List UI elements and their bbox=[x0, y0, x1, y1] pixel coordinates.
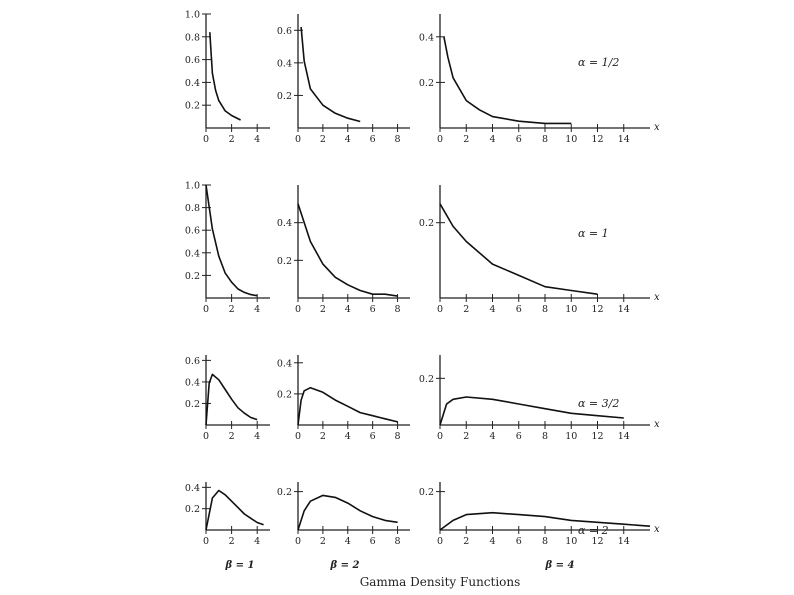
panel-a1.5-b2 bbox=[277, 355, 410, 442]
x-tick-label: 8 bbox=[541, 431, 549, 442]
x-tick-label: 10 bbox=[565, 134, 578, 145]
density-curve bbox=[444, 37, 571, 124]
y-tick-label: 0.6 bbox=[184, 355, 200, 367]
density-curve bbox=[210, 32, 241, 120]
x-tick-label: 4 bbox=[344, 304, 351, 315]
y-tick-label: 0.4 bbox=[184, 377, 200, 389]
x-tick-label: 8 bbox=[394, 536, 401, 547]
figure-caption: Gamma Density Functions bbox=[359, 575, 521, 589]
panel-a0.5-b2 bbox=[277, 14, 410, 145]
panel-a1-b4 bbox=[419, 185, 660, 315]
x-tick-label: 2 bbox=[463, 431, 470, 442]
x-tick-label: 4 bbox=[254, 536, 261, 547]
x-tick-label: 0 bbox=[436, 536, 444, 547]
panel-a1-b1 bbox=[185, 181, 270, 316]
x-tick-label: 0 bbox=[202, 536, 210, 547]
beta-label: β = 1 bbox=[225, 560, 255, 571]
x-tick-label: 8 bbox=[541, 536, 549, 547]
x-tick-label: 6 bbox=[369, 431, 376, 442]
x-tick-label: 6 bbox=[515, 536, 522, 547]
y-tick-label: 0.4 bbox=[418, 32, 434, 44]
x-tick-label: 12 bbox=[591, 134, 604, 145]
x-variable-label: x bbox=[654, 292, 660, 303]
y-tick-label: 0.2 bbox=[184, 270, 200, 282]
x-tick-label: 0 bbox=[294, 134, 302, 145]
y-tick-label: 0.2 bbox=[418, 77, 434, 89]
x-tick-label: 6 bbox=[515, 134, 522, 145]
panels-group bbox=[185, 10, 660, 548]
panel-a2-b4 bbox=[419, 482, 660, 547]
x-tick-label: 2 bbox=[463, 536, 470, 547]
x-tick-label: 14 bbox=[617, 536, 630, 547]
x-tick-label: 0 bbox=[436, 134, 444, 145]
panel-a1.5-b1 bbox=[185, 355, 270, 442]
x-tick-label: 4 bbox=[254, 431, 261, 442]
y-tick-label: 0.4 bbox=[276, 218, 292, 230]
x-variable-label: x bbox=[654, 419, 660, 430]
x-tick-label: 10 bbox=[565, 536, 578, 547]
x-tick-label: 0 bbox=[294, 536, 302, 547]
x-tick-label: 2 bbox=[463, 304, 470, 315]
x-variable-label: x bbox=[654, 524, 660, 535]
y-tick-label: 0.6 bbox=[276, 25, 292, 37]
x-tick-label: 8 bbox=[394, 304, 401, 315]
x-tick-label: 0 bbox=[436, 304, 444, 315]
x-tick-label: 2 bbox=[319, 134, 326, 145]
x-tick-label: 4 bbox=[344, 536, 351, 547]
y-tick-label: 0.4 bbox=[184, 77, 200, 89]
x-tick-label: 6 bbox=[515, 431, 522, 442]
x-tick-label: 12 bbox=[591, 431, 604, 442]
x-tick-label: 2 bbox=[319, 431, 326, 442]
beta-label: β = 4 bbox=[545, 560, 575, 571]
x-tick-label: 0 bbox=[294, 304, 302, 315]
x-tick-label: 6 bbox=[515, 304, 522, 315]
y-tick-label: 0.2 bbox=[184, 504, 200, 516]
y-tick-label: 0.2 bbox=[276, 487, 292, 499]
x-tick-label: 4 bbox=[489, 304, 496, 315]
x-tick-label: 0 bbox=[202, 431, 210, 442]
y-tick-label: 0.2 bbox=[276, 255, 292, 267]
y-tick-label: 0.2 bbox=[418, 218, 434, 230]
x-tick-label: 2 bbox=[228, 536, 235, 547]
x-tick-label: 14 bbox=[617, 304, 630, 315]
density-curve bbox=[440, 204, 598, 294]
x-tick-label: 2 bbox=[228, 304, 235, 315]
panel-a0.5-b4 bbox=[419, 14, 660, 145]
x-tick-label: 8 bbox=[541, 134, 549, 145]
x-tick-label: 4 bbox=[489, 536, 496, 547]
density-curve bbox=[206, 491, 264, 531]
x-tick-label: 8 bbox=[541, 304, 549, 315]
x-variable-label: x bbox=[654, 122, 660, 133]
x-tick-label: 4 bbox=[489, 134, 496, 145]
x-tick-label: 2 bbox=[228, 431, 235, 442]
y-tick-label: 0.4 bbox=[184, 248, 200, 260]
x-tick-label: 2 bbox=[463, 134, 470, 145]
x-tick-label: 12 bbox=[591, 304, 604, 315]
alpha-label: α = 1/2 bbox=[578, 56, 620, 69]
y-tick-label: 1.0 bbox=[184, 180, 200, 192]
y-tick-label: 0.2 bbox=[418, 373, 434, 385]
x-tick-label: 14 bbox=[617, 134, 630, 145]
y-tick-label: 0.2 bbox=[184, 398, 200, 410]
y-tick-label: 0.2 bbox=[418, 487, 434, 499]
x-tick-label: 4 bbox=[254, 134, 261, 145]
density-curve bbox=[206, 185, 257, 296]
x-tick-label: 0 bbox=[436, 431, 444, 442]
x-tick-label: 2 bbox=[319, 304, 326, 315]
y-tick-label: 0.6 bbox=[184, 55, 200, 67]
x-tick-label: 10 bbox=[565, 431, 578, 442]
x-tick-label: 4 bbox=[344, 431, 351, 442]
y-tick-label: 0.4 bbox=[276, 358, 292, 370]
y-tick-label: 0.2 bbox=[184, 100, 200, 112]
x-tick-label: 2 bbox=[228, 134, 235, 145]
density-curve bbox=[301, 27, 360, 122]
y-tick-label: 0.2 bbox=[276, 389, 292, 401]
y-tick-label: 0.6 bbox=[184, 225, 200, 237]
alpha-label: α = 2 bbox=[578, 524, 609, 537]
x-tick-label: 0 bbox=[294, 431, 302, 442]
panel-a2-b1 bbox=[185, 482, 270, 547]
x-tick-label: 6 bbox=[369, 134, 376, 145]
alpha-label: α = 3/2 bbox=[578, 397, 620, 410]
x-tick-label: 14 bbox=[617, 431, 630, 442]
x-tick-label: 12 bbox=[591, 536, 604, 547]
panel-a2-b2 bbox=[277, 482, 410, 547]
y-tick-label: 0.4 bbox=[184, 482, 200, 494]
y-tick-label: 0.2 bbox=[276, 90, 292, 102]
density-curve bbox=[206, 374, 257, 425]
density-curve bbox=[298, 495, 398, 530]
x-tick-label: 0 bbox=[202, 304, 210, 315]
x-tick-label: 4 bbox=[489, 431, 496, 442]
y-tick-label: 0.8 bbox=[184, 32, 200, 44]
x-tick-label: 8 bbox=[394, 134, 401, 145]
panel-a0.5-b1 bbox=[185, 10, 270, 146]
x-tick-label: 2 bbox=[319, 536, 326, 547]
beta-label: β = 2 bbox=[330, 560, 360, 571]
x-tick-label: 4 bbox=[344, 134, 351, 145]
x-tick-label: 6 bbox=[369, 536, 376, 547]
x-tick-label: 4 bbox=[254, 304, 261, 315]
alpha-label: α = 1 bbox=[578, 227, 609, 240]
x-tick-label: 8 bbox=[394, 431, 401, 442]
x-tick-label: 6 bbox=[369, 304, 376, 315]
y-tick-label: 0.4 bbox=[276, 58, 292, 70]
x-tick-label: 10 bbox=[565, 304, 578, 315]
y-tick-label: 1.0 bbox=[184, 9, 200, 21]
panel-a1.5-b4 bbox=[419, 355, 660, 442]
y-tick-label: 0.8 bbox=[184, 203, 200, 215]
density-curve bbox=[298, 204, 398, 296]
density-curve bbox=[298, 388, 398, 425]
beta-labels-group bbox=[225, 560, 575, 571]
x-tick-label: 0 bbox=[202, 134, 210, 145]
panel-a1-b2 bbox=[277, 185, 410, 315]
